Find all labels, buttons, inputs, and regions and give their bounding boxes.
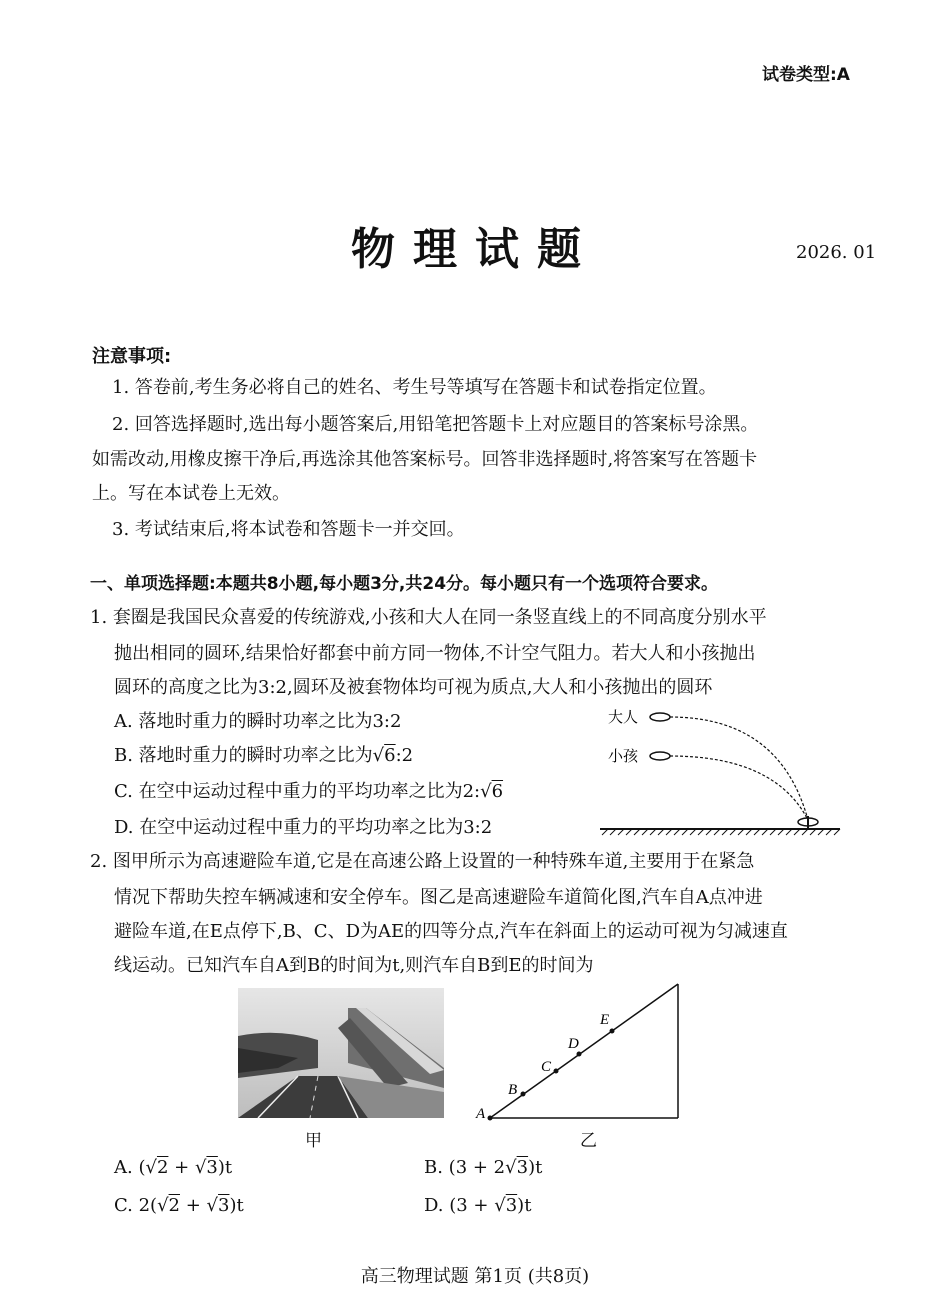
q1-option-d: D. 在空中运动过程中重力的平均功率之比为3:2 <box>114 817 493 838</box>
q1-ring-toss-diagram <box>600 700 850 840</box>
child-label: 小孩 <box>608 749 639 765</box>
adult-ring-icon <box>650 713 670 721</box>
q2-option-b: B. (3 + 2√3)t <box>424 1157 543 1178</box>
notice-title: 注意事项: <box>92 346 172 367</box>
q2-option-d: D. (3 + √3)t <box>424 1195 532 1216</box>
section-heading: 一、单项选择题:本题共8小题,每小题3分,共24分。每小题只有一个选项符合要求。 <box>90 574 719 594</box>
q2-option-a: A. (√2 + √3)t <box>114 1157 233 1178</box>
q1-option-c: C. 在空中运动过程中重力的平均功率之比为2:√6 <box>114 781 504 802</box>
q2-stem-line: 情况下帮助失控车辆减速和安全停车。图乙是高速避险车道简化图,汽车自A点冲进 <box>114 887 763 908</box>
child-ring-icon <box>650 752 670 760</box>
q2-option-c: C. 2(√2 + √3)t <box>114 1195 244 1216</box>
q2-stem-line: 2. 图甲所示为高速避险车道,它是在高速公路上设置的一种特殊车道,主要用于在紧急 <box>90 851 755 872</box>
escape-lane-photo <box>238 988 444 1118</box>
q1-stem-line: 1. 套圈是我国民众喜爱的传统游戏,小孩和大人在同一条竖直线上的不同高度分别水平 <box>90 607 767 628</box>
label-d: D <box>568 1036 579 1052</box>
label-c: C <box>541 1059 552 1075</box>
q1-option-b: B. 落地时重力的瞬时功率之比为√6:2 <box>114 745 414 766</box>
point-c <box>554 1069 559 1074</box>
diagram-caption: 乙 <box>580 1131 597 1151</box>
page-footer: 高三物理试题 第1页 (共8页) <box>360 1266 590 1287</box>
point-d <box>577 1052 582 1057</box>
child-trajectory <box>670 756 808 820</box>
notice-line: 如需改动,用橡皮擦干净后,再选涂其他答案标号。回答非选择题时,将答案写在答题卡 <box>92 449 758 470</box>
adult-trajectory <box>670 717 808 820</box>
label-e: E <box>600 1012 610 1028</box>
notice-line: 上。写在本试卷上无效。 <box>92 483 290 504</box>
notice-line: 2. 回答选择题时,选出每小题答案后,用铅笔把答题卡上对应题目的答案标号涂黑。 <box>112 414 759 435</box>
notice-line: 3. 考试结束后,将本试卷和答题卡一并交回。 <box>112 519 465 540</box>
q1-stem-line: 圆环的高度之比为3:2,圆环及被套物体均可视为质点,大人和小孩抛出的圆环 <box>114 677 713 698</box>
point-a <box>488 1116 493 1121</box>
q2-stem-line: 避险车道,在E点停下,B、C、D为AE的四等分点,汽车在斜面上的运动可视为匀减速直 <box>114 921 788 942</box>
slope-line <box>490 984 678 1118</box>
adult-label: 大人 <box>608 710 639 726</box>
photo-caption: 甲 <box>305 1131 322 1151</box>
notice-line: 1. 答卷前,考生务必将自己的姓名、考生号等填写在答题卡和试卷指定位置。 <box>112 377 717 398</box>
q1-option-a: A. 落地时重力的瞬时功率之比为3:2 <box>114 711 402 732</box>
point-e <box>610 1029 615 1034</box>
exam-type-label: 试卷类型:A <box>762 65 850 85</box>
page-title: 物理试题 <box>351 224 599 275</box>
q2-stem-line: 线运动。已知汽车自A到B的时间为t,则汽车自B到E的时间为 <box>114 955 594 976</box>
label-b: B <box>508 1082 518 1098</box>
label-a: A <box>476 1106 486 1122</box>
slope-diagram <box>472 978 688 1124</box>
q1-stem-line: 抛出相同的圆环,结果恰好都套中前方同一物体,不计空气阻力。若大人和小孩抛出 <box>114 643 756 664</box>
point-b <box>521 1092 526 1097</box>
exam-date: 2026. 01 <box>796 242 877 263</box>
